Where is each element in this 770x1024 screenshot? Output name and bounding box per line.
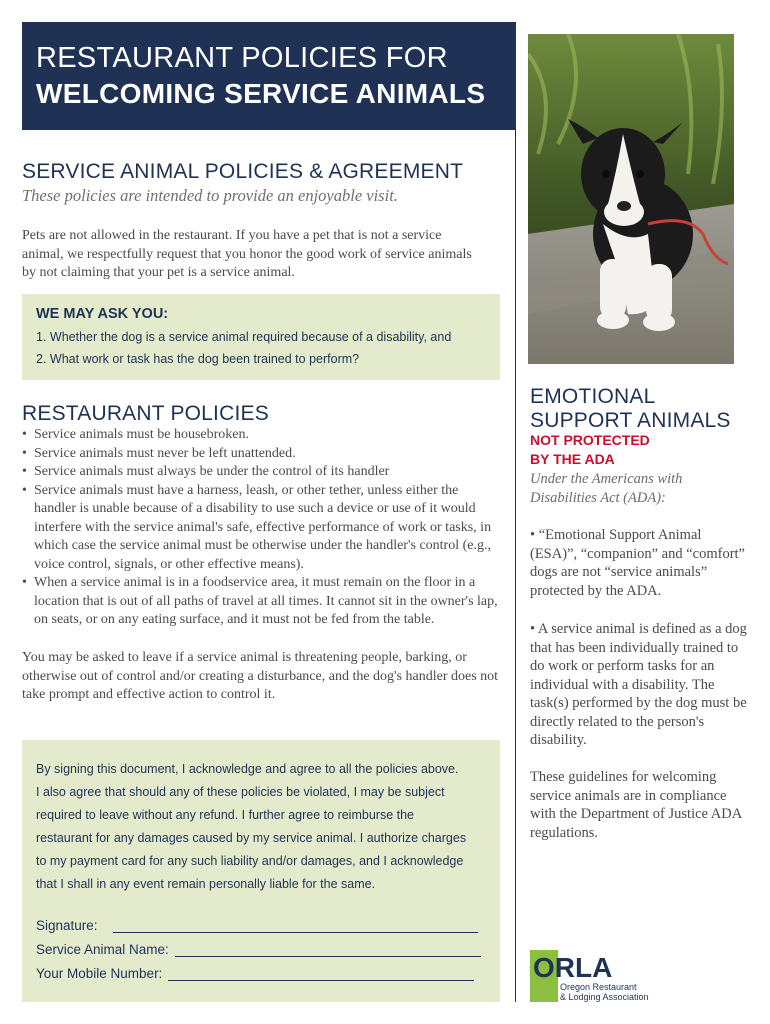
animal-name-row xyxy=(36,942,481,957)
ada-intro: Under the Americans with Disabilities Act (ADA): xyxy=(530,471,683,506)
signature-label: Signature: xyxy=(36,918,98,933)
agreement-line: required to leave without any refund. I further agree to reimburse the xyxy=(36,808,414,822)
logo-name-line2: & Lodging Association xyxy=(560,992,649,1002)
policy-item: • Service animals must have a harness, leash, or other tether, unless either the handler is unable because of a disability to use such a device or use of it would interfere with the service animal's safe, effective performance of work or tasks, in which case the service animal must be otherwise under the handler's control (e.g., voice control, signals, or other effective means). xyxy=(22,482,502,575)
ask-box-title: WE MAY ASK YOU: xyxy=(36,306,169,322)
animal-name-label: Service Animal Name: xyxy=(36,942,169,957)
column-divider xyxy=(515,22,516,1002)
policies-title: RESTAURANT POLICIES xyxy=(22,402,269,425)
definition-paragraph: • A service animal is defined as a dog that has been individually trained to do work or perform tasks for an individual with a disability. The task(s) performed by the dog must be directly related to the person's disability. xyxy=(530,621,747,748)
orla-logo xyxy=(530,950,670,1006)
ask-box xyxy=(22,294,500,380)
intro-line: by not claiming that your pet is a service animal. xyxy=(22,265,295,280)
agreement-line: restaurant for any damages caused by my service animal. I authorize charges xyxy=(36,831,467,845)
mobile-label: Your Mobile Number: xyxy=(36,966,163,981)
esa-title-line2: SUPPORT ANIMALS xyxy=(530,409,731,432)
agreement-subtitle: These policies are intended to provide an enjoyable visit. xyxy=(22,186,398,205)
intro-paragraph xyxy=(22,227,502,283)
agreement-section-title: SERVICE ANIMAL POLICIES & AGREEMENT xyxy=(22,160,464,183)
esa-paragraph: • “Emotional Support Animal (ESA)”, “companion” and “comfort” dogs are not “service animals” protected by the ADA. xyxy=(530,527,745,599)
animal-name-field[interactable] xyxy=(175,942,481,957)
agreement-line: to my payment card for any such liability and/or damages, and I acknowledge xyxy=(36,854,464,868)
not-protected-line2: BY THE ADA xyxy=(530,451,615,467)
logo-name-line1: Oregon Restaurant xyxy=(560,982,637,992)
policies-list xyxy=(22,426,502,630)
signature-box xyxy=(22,740,500,1002)
logo-letters: ORLA xyxy=(533,952,613,983)
agreement-line: that I shall in any event remain personally liable for the same. xyxy=(36,877,376,891)
header-title-line1: RESTAURANT POLICIES FOR xyxy=(36,42,448,74)
policy-item: • Service animals must never be left unattended. xyxy=(22,445,502,464)
header-banner xyxy=(22,22,515,130)
esa-title xyxy=(530,385,731,433)
ask-item-2: 2. What work or task has the dog been trained to perform? xyxy=(36,352,360,366)
intro-line: Pets are not allowed in the restaurant. If you have a pet that is not a service xyxy=(22,228,442,243)
guidelines-paragraph: These guidelines for welcoming service animals are in compliance with the Department of Justice ADA regulations. xyxy=(530,769,742,841)
header-title-line2: WELCOMING SERVICE ANIMALS xyxy=(36,78,486,109)
agreement-line: By signing this document, I acknowledge and agree to all the policies above. xyxy=(36,762,459,776)
dog-photo xyxy=(528,34,734,364)
esa-title-line1: EMOTIONAL xyxy=(530,385,656,408)
agreement-line: I also agree that should any of these policies be violated, I may be subject xyxy=(36,785,445,799)
ask-item-1: 1. Whether the dog is a service animal required because of a disability, and xyxy=(36,330,452,344)
mobile-field[interactable] xyxy=(168,966,474,981)
policy-item: • When a service animal is in a foodservice area, it must remain on the floor in a location that is out of all paths of travel at all times. It cannot sit in the owner's lap, on seats, or on any eating surface, and it must not be fed from the table. xyxy=(22,574,502,630)
policy-item: • Service animals must be housebroken. xyxy=(22,426,502,445)
orla-logo-mark xyxy=(530,950,670,1006)
signature-row xyxy=(36,918,478,933)
policies-closing: You may be asked to leave if a service animal is threatening people, barking, or otherwise out of control and/or creating a disturbance, and the dog's handler does not take prompt and effective action to control it. xyxy=(22,650,499,702)
policy-item: • Service animals must always be under the control of its handler xyxy=(22,463,502,482)
signature-field[interactable] xyxy=(113,918,478,933)
intro-line: animal, we respectfully request that you honor the good work of service animals xyxy=(22,246,472,262)
mobile-row xyxy=(36,966,474,981)
puppy-illustration xyxy=(528,34,734,364)
not-protected-line1: NOT PROTECTED xyxy=(530,432,650,448)
